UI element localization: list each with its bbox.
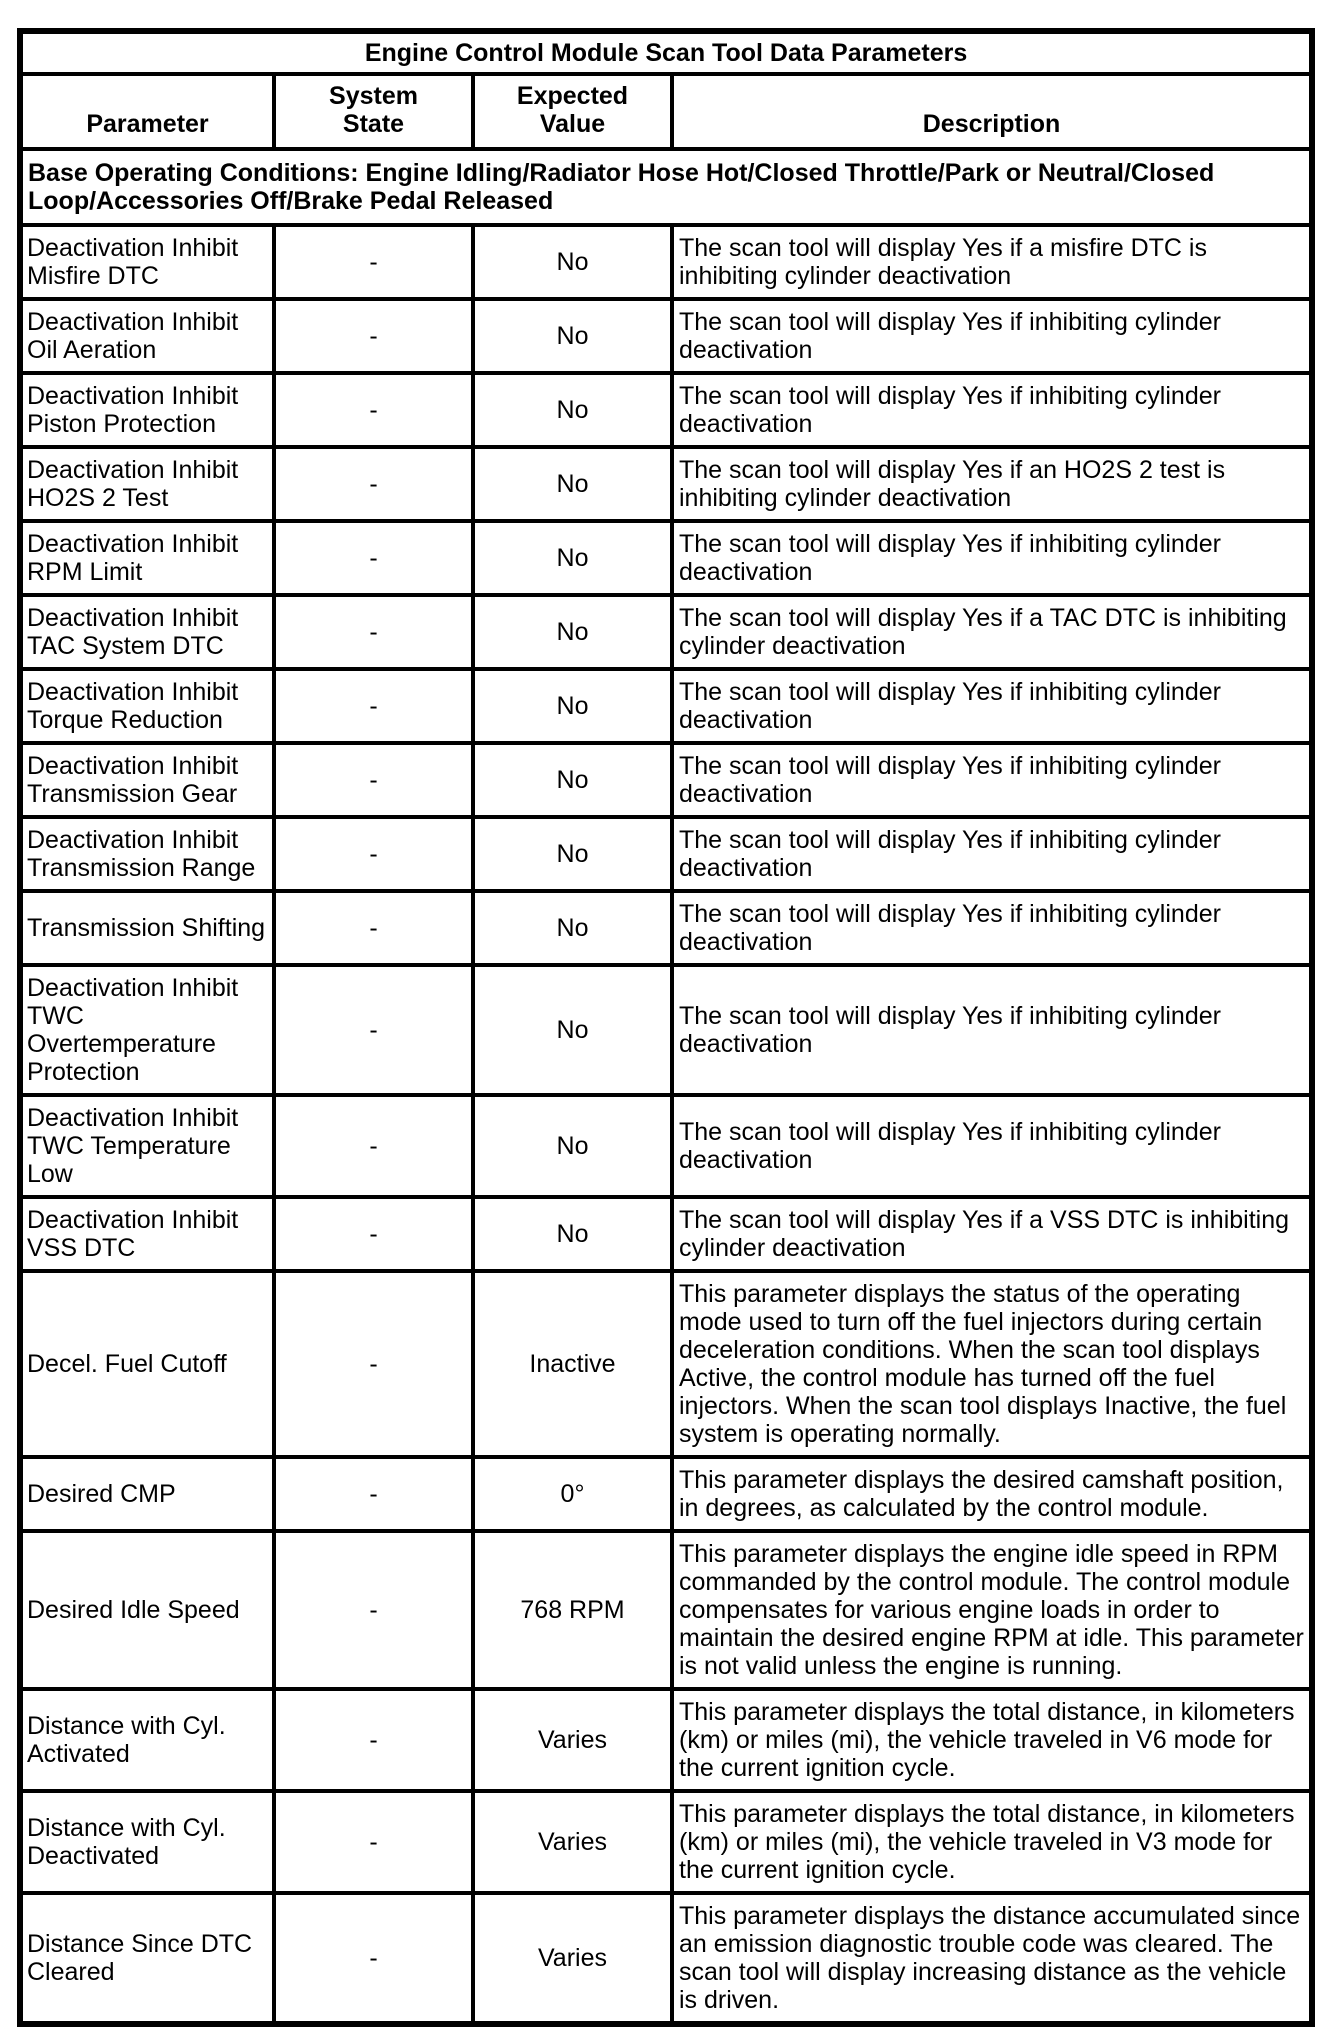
table-title: Engine Control Module Scan Tool Data Parameters — [20, 31, 1312, 74]
description-cell: This parameter displays the total distance, in kilometers (km) or miles (mi), the vehicle traveled in V3 mode for the current ignition cycle. — [672, 1791, 1312, 1893]
table-row — [20, 669, 1312, 743]
table-row — [20, 1457, 1312, 1531]
description-cell: The scan tool will display Yes if a TAC DTC is inhibiting cylinder deactivation — [672, 595, 1312, 669]
table-row — [20, 1893, 1312, 2024]
parameter-cell: Deactivation Inhibit VSS DTC — [20, 1197, 274, 1271]
expected-value-cell: Varies — [473, 1689, 672, 1791]
description-cell: The scan tool will display Yes if an HO2S 2 test is inhibiting cylinder deactivation — [672, 447, 1312, 521]
scan-tool-parameters-table — [17, 28, 1315, 2027]
expected-value-cell: No — [473, 965, 672, 1095]
parameter-cell: Deactivation Inhibit HO2S 2 Test — [20, 447, 274, 521]
system-state-cell: - — [274, 817, 473, 891]
column-header-row — [20, 74, 1312, 149]
table-row — [20, 1791, 1312, 1893]
system-state-cell: - — [274, 669, 473, 743]
parameter-cell: Deactivation Inhibit TWC Temperature Low — [20, 1095, 274, 1197]
expected-value-cell: No — [473, 1095, 672, 1197]
table-row — [20, 1531, 1312, 1689]
system-state-cell: - — [274, 1095, 473, 1197]
system-state-cell: - — [274, 1791, 473, 1893]
table-row — [20, 521, 1312, 595]
parameter-cell: Deactivation Inhibit TWC Overtemperature Protection — [20, 965, 274, 1095]
table-row — [20, 817, 1312, 891]
system-state-cell: - — [274, 1893, 473, 2024]
col-header-expected-value — [473, 74, 672, 149]
system-state-cell: - — [274, 1457, 473, 1531]
expected-value-cell: No — [473, 891, 672, 965]
parameter-cell: Desired Idle Speed — [20, 1531, 274, 1689]
description-cell: The scan tool will display Yes if inhibiting cylinder deactivation — [672, 1095, 1312, 1197]
expected-value-cell: No — [473, 669, 672, 743]
col-header-system-state — [274, 74, 473, 149]
expected-value-cell: No — [473, 521, 672, 595]
description-cell: This parameter displays the total distance, in kilometers (km) or miles (mi), the vehicle traveled in V6 mode for the current ignition cycle. — [672, 1689, 1312, 1791]
description-cell: This parameter displays the engine idle speed in RPM commanded by the control module. The control module compensates for various engine loads in order to maintain the desired engine RPM at idle. This parameter is not valid unless the engine is running. — [672, 1531, 1312, 1689]
expected-value-cell: No — [473, 743, 672, 817]
title-row — [20, 31, 1312, 74]
table-row — [20, 373, 1312, 447]
parameter-cell: Distance Since DTC Cleared — [20, 1893, 274, 2024]
description-cell: The scan tool will display Yes if inhibiting cylinder deactivation — [672, 373, 1312, 447]
expected-value-cell: No — [473, 373, 672, 447]
system-state-cell: - — [274, 1197, 473, 1271]
expected-value-cell: No — [473, 447, 672, 521]
section-header: Base Operating Conditions: Engine Idling/Radiator Hose Hot/Closed Throttle/Park or Neutral/Closed Loop/Accessories Off/Brake Pedal Released — [20, 149, 1312, 225]
col-header-description — [672, 74, 1312, 149]
description-cell: This parameter displays the desired camshaft position, in degrees, as calculated by the control module. — [672, 1457, 1312, 1531]
expected-value-cell: No — [473, 817, 672, 891]
table-row — [20, 447, 1312, 521]
system-state-cell: - — [274, 595, 473, 669]
description-cell: The scan tool will display Yes if inhibiting cylinder deactivation — [672, 669, 1312, 743]
col-header-system-state-label: System State — [329, 82, 418, 138]
expected-value-cell: No — [473, 299, 672, 373]
system-state-cell: - — [274, 1689, 473, 1791]
table-row — [20, 225, 1312, 299]
expected-value-cell: Varies — [473, 1893, 672, 2024]
description-cell: This parameter displays the distance accumulated since an emission diagnostic trouble code was cleared. The scan tool will display increasing distance as the vehicle is driven. — [672, 1893, 1312, 2024]
expected-value-cell: No — [473, 595, 672, 669]
system-state-cell: - — [274, 521, 473, 595]
table-row — [20, 595, 1312, 669]
description-cell: The scan tool will display Yes if inhibiting cylinder deactivation — [672, 299, 1312, 373]
description-cell: The scan tool will display Yes if inhibiting cylinder deactivation — [672, 743, 1312, 817]
table-row — [20, 965, 1312, 1095]
system-state-cell: - — [274, 447, 473, 521]
system-state-cell: - — [274, 373, 473, 447]
parameter-cell: Deactivation Inhibit Torque Reduction — [20, 669, 274, 743]
parameter-cell: Decel. Fuel Cutoff — [20, 1271, 274, 1457]
parameter-cell: Deactivation Inhibit Oil Aeration — [20, 299, 274, 373]
table-row — [20, 1271, 1312, 1457]
expected-value-cell: No — [473, 1197, 672, 1271]
section-header-row — [20, 149, 1312, 225]
table-row — [20, 743, 1312, 817]
description-cell: The scan tool will display Yes if a misfire DTC is inhibiting cylinder deactivation — [672, 225, 1312, 299]
parameter-cell: Distance with Cyl. Deactivated — [20, 1791, 274, 1893]
col-header-expected-value-label: Expected Value — [516, 82, 629, 138]
expected-value-cell: 0° — [473, 1457, 672, 1531]
description-cell: The scan tool will display Yes if a VSS DTC is inhibiting cylinder deactivation — [672, 1197, 1312, 1271]
parameter-cell: Distance with Cyl. Activated — [20, 1689, 274, 1791]
parameter-cell: Deactivation Inhibit Piston Protection — [20, 373, 274, 447]
description-cell: The scan tool will display Yes if inhibiting cylinder deactivation — [672, 891, 1312, 965]
description-cell: The scan tool will display Yes if inhibiting cylinder deactivation — [672, 817, 1312, 891]
table-row — [20, 1197, 1312, 1271]
system-state-cell: - — [274, 1271, 473, 1457]
system-state-cell: - — [274, 743, 473, 817]
description-cell: This parameter displays the status of the operating mode used to turn off the fuel injectors during certain deceleration conditions. When the scan tool displays Active, the control module has turned off the fuel injectors. When the scan tool displays Inactive, the fuel system is operating normally. — [672, 1271, 1312, 1457]
system-state-cell: - — [274, 225, 473, 299]
table-row — [20, 1689, 1312, 1791]
system-state-cell: - — [274, 965, 473, 1095]
col-header-parameter — [20, 74, 274, 149]
table-row — [20, 1095, 1312, 1197]
parameter-cell: Desired CMP — [20, 1457, 274, 1531]
parameter-cell: Deactivation Inhibit Transmission Gear — [20, 743, 274, 817]
table-row — [20, 299, 1312, 373]
parameter-cell: Transmission Shifting — [20, 891, 274, 965]
system-state-cell: - — [274, 1531, 473, 1689]
expected-value-cell: 768 RPM — [473, 1531, 672, 1689]
parameter-cell: Deactivation Inhibit TAC System DTC — [20, 595, 274, 669]
parameter-cell: Deactivation Inhibit RPM Limit — [20, 521, 274, 595]
description-cell: The scan tool will display Yes if inhibiting cylinder deactivation — [672, 965, 1312, 1095]
parameter-cell: Deactivation Inhibit Misfire DTC — [20, 225, 274, 299]
system-state-cell: - — [274, 891, 473, 965]
expected-value-cell: No — [473, 225, 672, 299]
col-header-parameter-label: Parameter — [86, 110, 209, 138]
parameter-cell: Deactivation Inhibit Transmission Range — [20, 817, 274, 891]
description-cell: The scan tool will display Yes if inhibiting cylinder deactivation — [672, 521, 1312, 595]
col-header-description-label: Description — [922, 110, 1061, 138]
system-state-cell: - — [274, 299, 473, 373]
table-row — [20, 891, 1312, 965]
expected-value-cell: Inactive — [473, 1271, 672, 1457]
expected-value-cell: Varies — [473, 1791, 672, 1893]
